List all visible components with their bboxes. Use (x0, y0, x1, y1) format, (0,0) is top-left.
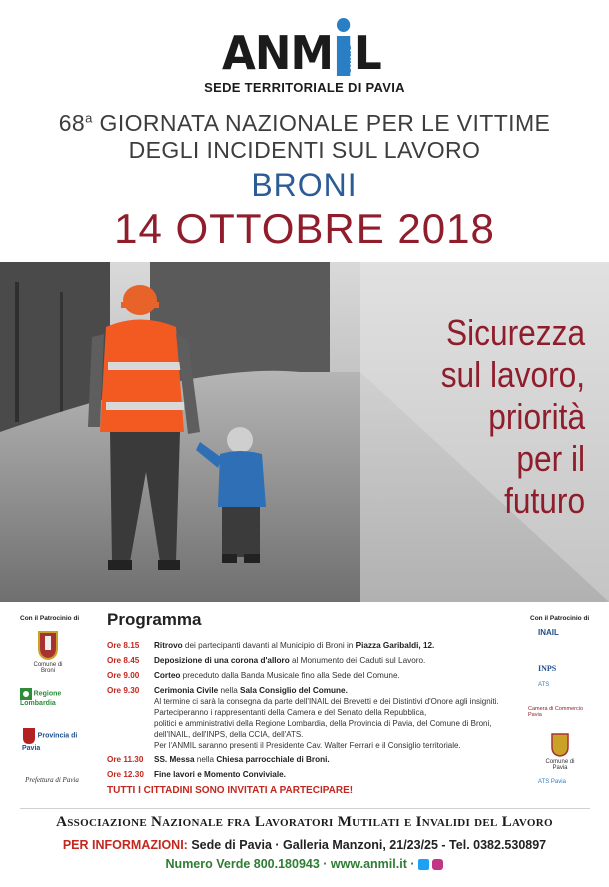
logo-onlus: onlus (342, 44, 354, 74)
event-bold: Deposizione di una corona d'alloro (154, 656, 290, 665)
associazione-name: Associazione Nazionale fra Lavoratori Mutilati e Invalidi del Lavoro (56, 814, 553, 830)
info-label: PER INFORMAZIONI: (62, 838, 188, 852)
event-city: BRONI (251, 167, 358, 203)
ats-pavia-logo: ATS Pavia (538, 779, 566, 785)
patrocinio-right-title: Con il Patrocinio di (530, 615, 590, 622)
slogan-line: sul lavoro, (440, 354, 585, 395)
event-text: dei partecipanti davanti al Municipio di Broni in (182, 641, 356, 650)
sede-territoriale: SEDE TERRITORIALE DI PAVIA (204, 80, 405, 95)
contact-line (0, 857, 609, 871)
slogan (441, 312, 585, 522)
invito-cittadini: TUTTI I CITTADINI SONO INVITATI A PARTECIPARE! (107, 785, 354, 796)
info-text: Sede di Pavia · Galleria Manzoni, 21/23/25 - Tel. 0382.530897 (187, 838, 547, 852)
event-bold2: Chiesa parrocchiale di Broni. (216, 755, 330, 764)
numero-verde: Numero Verde 800.180943 (165, 857, 320, 871)
program-note: dell'INAIL, dell'INPS, della CCIA, dell'ATS. (154, 730, 304, 739)
program-note: Per l'ANMIL saranno presenti il Presidente Cav. Walter Ferrari e il Consiglio territoriale. (154, 741, 461, 750)
event-time: Ore 8.45 (107, 656, 140, 665)
event-bold2: Sala Consiglio del Comune. (240, 686, 348, 695)
footer-separator (20, 808, 590, 809)
patrocinio-left-title: Con il Patrocinio di (20, 615, 80, 622)
event-bold: Cerimonia Civile (154, 686, 219, 695)
regione-lombardia-label: Regione Lombardia (20, 690, 62, 707)
anmil-logo (0, 12, 609, 78)
ats-logo: ATS (538, 682, 550, 688)
event-time: Ore 9.30 (107, 686, 140, 695)
program-note: Parteciperanno i rappresentanti della Camera e del Senato della Repubblica, (154, 708, 427, 717)
event-date: 14 OTTOBRE 2018 (114, 205, 495, 252)
event-text: preceduto dalla Banda Musicale fino alla Sede del Comune. (180, 671, 400, 680)
event-bold: Fine lavori e Momento Conviviale. (154, 770, 286, 779)
comune-broni-logo (28, 630, 68, 674)
camera-commercio-logo: Camera di Commercio Pavia (528, 706, 584, 718)
twitter-icon[interactable] (418, 859, 429, 870)
prefettura-pavia-logo: Prefettura di Pavia (25, 776, 79, 784)
slogan-line: per il (516, 438, 585, 479)
program-note: politici e amministrativi della Regione Lombardia, della Provincia di Pavia, del Comune di Broni, (154, 719, 492, 728)
program-event (107, 656, 425, 665)
event-text: al Monumento dei Caduti sul Lavoro. (289, 656, 426, 665)
title-line1-text: GIORNATA NAZIONALE PER LE VITTIME (92, 110, 551, 136)
event-time: Ore 8.15 (107, 641, 140, 650)
title-number: 68 (58, 110, 86, 136)
program-note: Al termine ci sarà la consegna da parte dell'INAIL dei Brevetti e dei Distintivi d'Onore agli insigniti. (154, 697, 499, 706)
provincia-pavia-logo (22, 727, 82, 752)
event-bold: Ritrovo (154, 641, 183, 650)
programma-title: Programma (107, 610, 202, 629)
program-event (107, 770, 286, 779)
event-title-line1 (0, 110, 609, 137)
program-event (107, 686, 348, 695)
website-link[interactable]: · www.anmil.it · (319, 857, 418, 871)
logo-text-left: ANM (222, 26, 334, 80)
comune-pavia-logo (540, 733, 580, 771)
logo-text-right: L (353, 26, 381, 80)
logo-wordmark (222, 26, 381, 80)
regione-lombardia-logo (20, 688, 80, 707)
program-event (107, 671, 400, 680)
event-time: Ore 12.30 (107, 770, 144, 779)
event-time: Ore 11.30 (107, 755, 144, 764)
inps-logo: INPS (538, 664, 557, 673)
program-event (107, 755, 330, 764)
slogan-line: futuro (503, 480, 585, 521)
program-event (107, 641, 434, 650)
slogan-line: Sicurezza (445, 312, 585, 353)
event-time: Ore 9.00 (107, 671, 140, 680)
event-text: nella (194, 755, 217, 764)
comune-broni-label: Comune di Broni (33, 662, 63, 674)
instagram-icon[interactable] (432, 859, 443, 870)
inail-logo: INAIL (538, 628, 559, 637)
event-title-line2: DEGLI INCIDENTI SUL LAVORO (128, 137, 481, 163)
slogan-line: priorità (488, 396, 585, 437)
info-line (0, 838, 609, 852)
event-text: nella (218, 686, 241, 695)
provincia-pavia-label: Provincia di Pavia (22, 732, 78, 752)
event-bold: Corteo (154, 671, 181, 680)
title-sup: a (85, 110, 93, 126)
event-bold: SS. Messa (154, 755, 195, 764)
comune-pavia-label: Comune di Pavia (545, 759, 575, 771)
event-bold2: Piazza Garibaldi, 12. (355, 641, 435, 650)
